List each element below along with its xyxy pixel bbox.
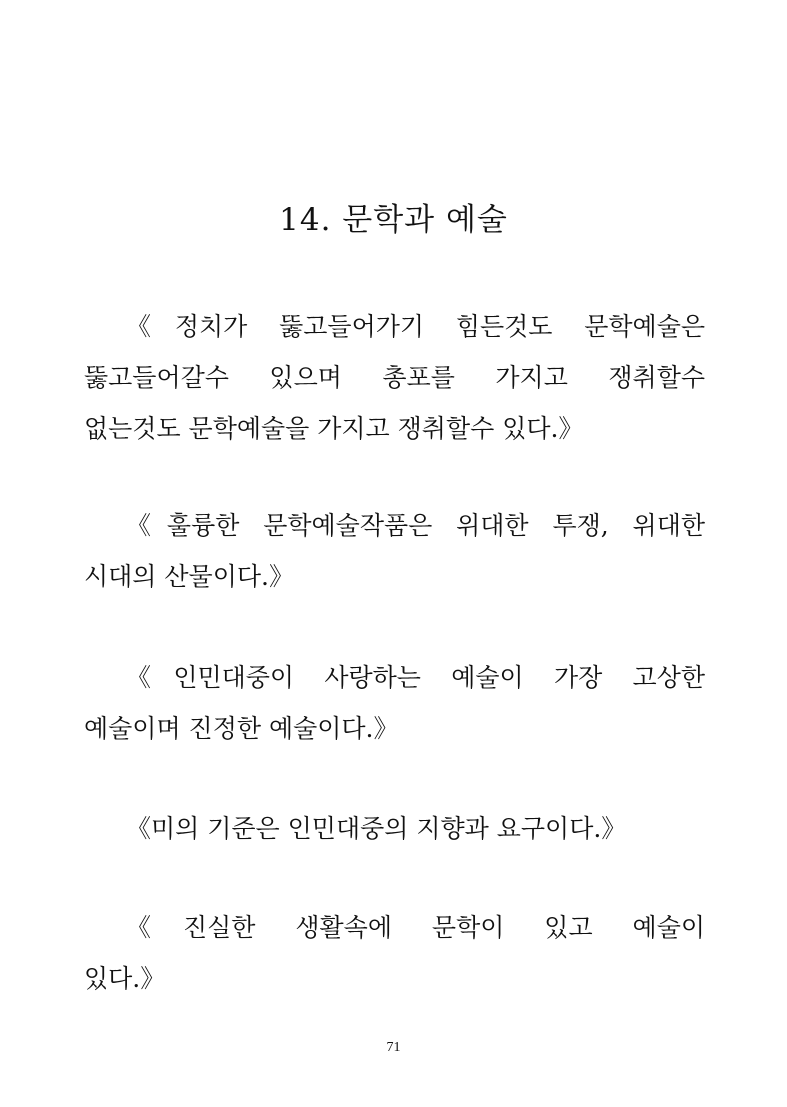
quote-line: 있다.》 xyxy=(84,964,166,993)
page-number: 71 xyxy=(386,1040,401,1055)
quote-line: 《훌륭한 문학예술작품은 위대한 투쟁, 위대한 xyxy=(126,511,705,540)
quote-paragraph-3 xyxy=(84,652,705,754)
quote-line: 《정치가 뚫고들어가기 힘든것도 문학예술은 xyxy=(126,312,705,341)
quote-paragraph-5 xyxy=(84,902,705,1004)
quote-paragraph-2 xyxy=(84,500,705,602)
quote-line: 예술이며 진정한 예술이다.》 xyxy=(84,714,399,743)
quote-line: 《진실한 생활속에 문학이 있고 예술이 xyxy=(126,913,705,942)
quote-line: 《미의 기준은 인민대중의 지향과 요구이다.》 xyxy=(126,814,627,843)
quote-line: 없는것도 문학예술을 가지고 쟁취할수 있다.》 xyxy=(84,414,584,443)
quote-line: 뚫고들어갈수 있으며 총포를 가지고 쟁취할수 xyxy=(84,363,705,392)
quote-paragraph-4 xyxy=(84,803,705,854)
quote-line: 시대의 산물이다.》 xyxy=(84,562,294,591)
quote-paragraph-1 xyxy=(84,301,705,454)
quote-line: 《인민대중이 사랑하는 예술이 가장 고상한 xyxy=(126,663,705,692)
chapter-title: 14. 문학과 예술 xyxy=(279,202,508,238)
